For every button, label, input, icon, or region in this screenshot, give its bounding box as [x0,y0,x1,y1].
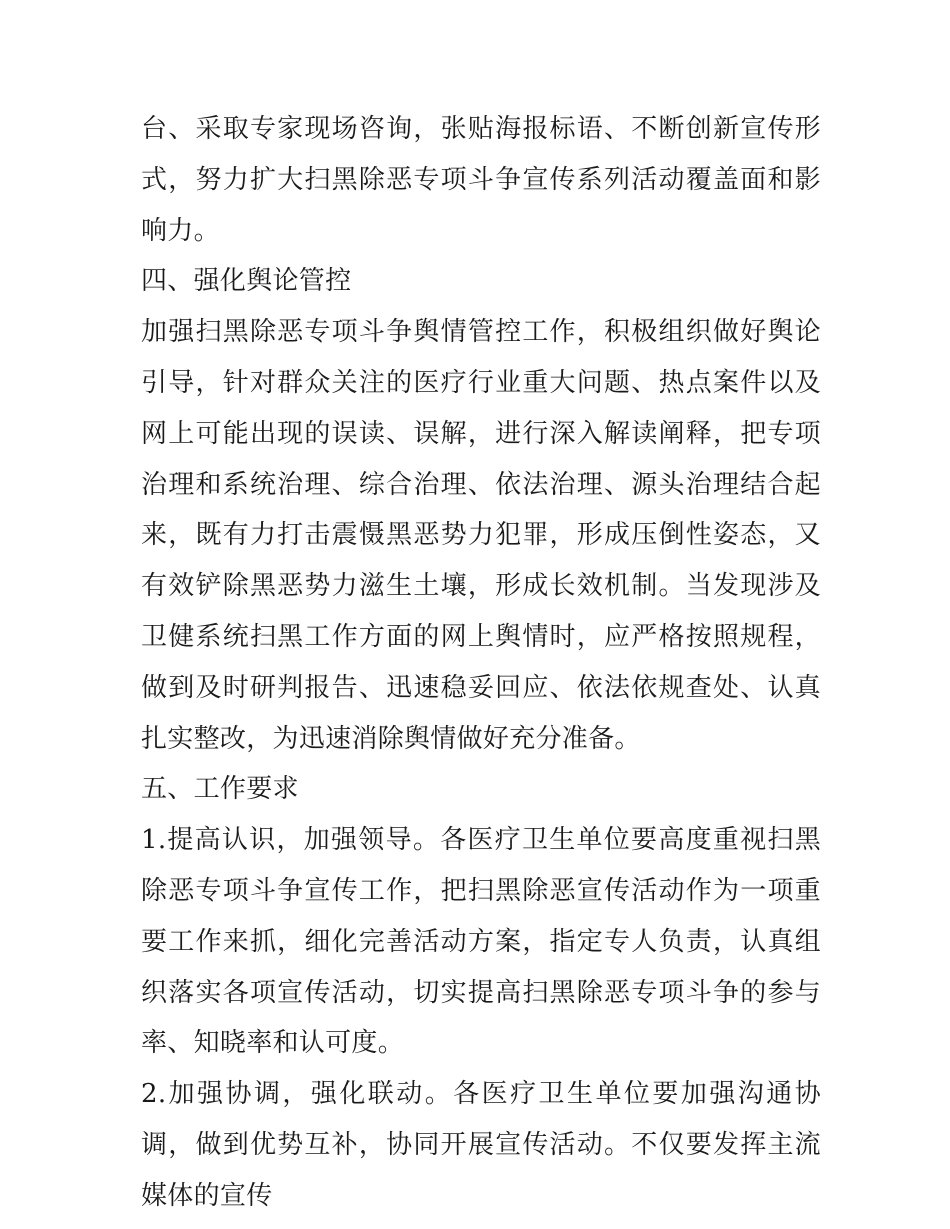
paragraph-public-opinion-control: 加强扫黑除恶专项斗争舆情管控工作，积极组织做好舆论引导，针对群众关注的医疗行业重大问题、热点案件以及网上可能出现的误读、误解，进行深入解读阐释，把专项治理和系统治理、综合治理、依法治理、源头治理结合起来，既有力打击震慑黑恶势力犯罪，形成压倒性姿态，又有效铲除黑恶势力滋生土壤，形成长效机制。当发现涉及卫健系统扫黑工作方面的网上舆情时，应严格按照规程，做到及时研判报告、迅速稳妥回应、依法依规查处、认真扎实整改，为迅速消除舆情做好充分准备。 [141,317,821,754]
section-heading-public-opinion: 四、强化舆论管控 [141,266,352,297]
document-body [141,104,821,1222]
paragraph-requirement-1: 1.提高认识，加强领导。各医疗卫生单位要高度重视扫黑除恶专项斗争宣传工作，把扫黑除恶宣传活动作为一项重要工作来抓，细化完善活动方案，指定专人负责，认真组织落实各项宣传活动，切实提高扫黑除恶专项斗争的参与率、知晓率和认可度。 [141,825,821,1059]
paragraph-requirement-2: 2.加强协调，强化联动。各医疗卫生单位要加强沟通协调，做到优势互补，协同开展宣传活动。不仅要发挥主流媒体的宣传 [141,1079,821,1211]
paragraph-publicity-forms: 台、采取专家现场咨询，张贴海报标语、不断创新宣传形式，努力扩大扫黑除恶专项斗争宣传系列活动覆盖面和影响力。 [141,114,821,246]
section-heading-work-requirements: 五、工作要求 [141,774,299,805]
